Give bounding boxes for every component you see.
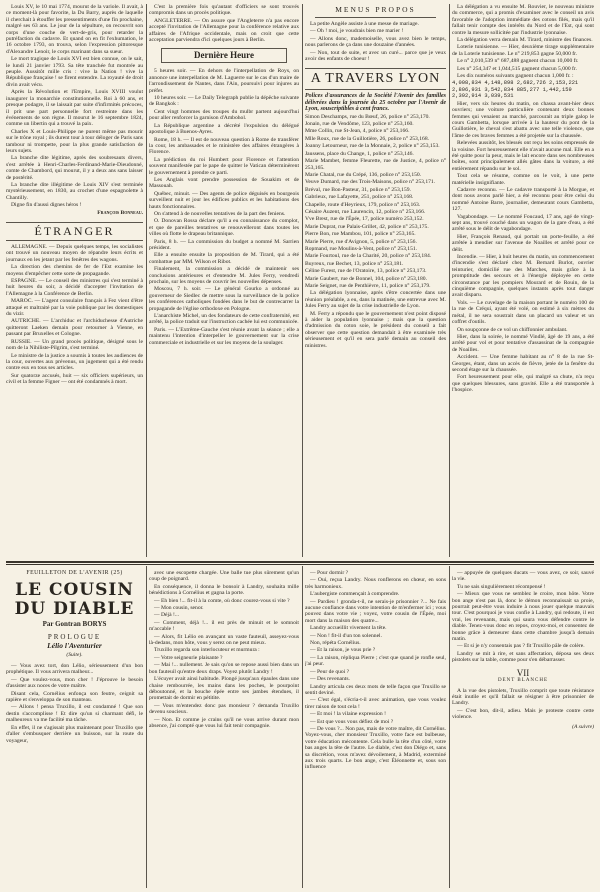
story-paragraph: Landry articula ces deux mots de telle façon que Truxillo se sentit deviné. <box>305 683 446 696</box>
story-paragraph: — Pour dormir ? <box>310 570 349 576</box>
story-paragraph: En conséquence, il donna le bonsoir à Landry, souhaita mille bénédictions à Cornélius et gagna la porte. <box>149 583 299 597</box>
article-paragraph: On soupçonne de ce vol un chiffonnier ambulant. <box>457 326 568 333</box>
story-paragraph: — Oui, reçua Landry. Nous ronflerons en chœur, en sons très harmonieux. <box>305 577 446 590</box>
story-paragraph: — Eh bien !... fit-il à la comte, où donc courez-vous si vite ? <box>154 597 290 604</box>
list-item: Césaire Auzent, rue Laurencin, 12, police n° 253,166. <box>305 208 426 215</box>
continuation-note: (Suite). <box>66 651 83 658</box>
section-heading-a-travers-lyon: A TRAVERS LYON <box>305 68 446 90</box>
story-paragraph: L'aubergiste commençait à comprendre. <box>310 591 400 598</box>
news-item: 5 heures soir. — En dehors de l'interpellation de Roys, on annonce une interpellation de M. Laguerre sur le cas d'un maire de l'arrondissement de Nantes, dans l'Ain, poursuivi pour injures au préfet. <box>149 68 299 94</box>
list-item: Vve Brest, rue de l'Épée, 17, police numéro 253,152. <box>305 216 424 223</box>
news-item: Rome, 18 h. — Il est de nouveau question à Rome de transférer la cour, les ambassades et le ministère des affaires étrangères à Florence. <box>149 136 299 156</box>
article-paragraph: Hier, dans la soirée, le nommé Vindlé, âgé de 19 ans, a été arrêté pour vol et pour tentative d'assassinat de la compagnie de Noailles. <box>452 333 594 353</box>
story-paragraph: — Que voulez-vous, mon cher ! J'éprouve le besoin d'assister aux noces de votre maître. <box>6 676 143 690</box>
article-paragraph: Hier, vers six heures du matin, on chassa avant-hier deux ouvriers; une voiture particulière contenant deux bonnes femmes qui venaient au marché, parcourait au triple galop le cours Gambetta, lorsque arrivée à la hauteur du pont de la Guillotière, le cheval s'est abattu avec une telle violence, que l'âme de ces braves femmes a été projetée sur la chaussée. <box>452 100 594 139</box>
section-heading-etranger: ÉTRANGER <box>6 222 143 241</box>
story-paragraph: L'écuyer avait ainsi habitude. Plongé jusqu'aux épaules dans une chaise rembourrée, les mains dans les poches, le pourpoint déboutonné, et la bouche épée entre ses jambes étendues, il promettait de dormir en pétitite. <box>149 676 299 702</box>
list-item: Pierre Bon, rue Mambou, 101, police n° 253,165. <box>305 231 416 238</box>
article-paragraph: La délégation verra demain M. Tirard, ministre des finances. <box>457 37 593 44</box>
column-rule <box>146 566 147 888</box>
story-paragraph: — Mai !... nullement. Je sais qu'on se repose aussi bien dans un bon fauteuil qu'entre deux draps. Voyez plutôt Landry ! <box>149 662 299 675</box>
news-item: ALLEMAGNE. — Depuis quelques temps, les socialistes ont trouvé un nouveau moyen de répandre leurs écrits et journaux en les jetant par les fenêtres des wagons. <box>6 244 143 263</box>
news-item: AUTRICHE. — L'archiduc et l'archiduchesse d'Autriche quitteront Laeken demain pour retourner à Vienne, en passant par Bruxelles et Cologne. <box>6 318 143 338</box>
news-item: ANGLETERRE. — On assure que l'Angleterre n'a pas encore accepté l'invitation de l'Allemagne pour la conférence relative aux affaires de l'Afrique occidentale, mais on croit que cette acceptation parviendra d'ici quelques jours à Berlin. <box>149 17 299 44</box>
news-item: Québec, minuit. — Des agents de police déguisés en bourgeois surveillent nuit et jour les édifices publics et les habitations des hauts fonctionnaires. <box>149 190 299 210</box>
story-paragraph: — Des revenants. <box>310 676 350 683</box>
feuilleton-column-1 <box>6 570 143 888</box>
list-item: Marie Duprat, rue Palais-Grillet, 42, police n° 253,175. <box>305 223 429 230</box>
column-rule <box>449 4 450 557</box>
insurance-notice: Polices d'assurances de la Société l'Avenir des familles délivrées dans la journée du 25 octobre par l'Avenir de Lyon, souscriptibles à cent francs. <box>305 93 446 113</box>
story-paragraph: — La raison, répliqua Pierre ; c'est que quand je ronfle seul, j'ai peur. <box>305 654 446 668</box>
story-paragraph: — Déjà !... <box>154 612 180 619</box>
article-paragraph: Fort heureusement pour elle, qui malgré sa chute, n'a reçu que quelques blessures, sans gravité. Elle a été transportée à l'hospice. <box>452 374 594 394</box>
feuilleton-header: FEUILLETON DE L'AVENIR (25) <box>26 570 123 576</box>
list-item: Céline Furest, rue de l'Oratoire, 13, police n° 253,173. <box>305 268 427 275</box>
story-paragraph: Disant cela, Cornélius enfonça son feutre, ceignit sa rapière et s'enveloppa de son manteau. <box>6 690 143 704</box>
feuilleton-column-2 <box>149 570 299 888</box>
story-paragraph: — C'est bon, dit-il, adieu. Mais je proteste contre cette violence. <box>452 707 594 721</box>
article-paragraph: Relevées aussitôt, les blessés ont reçu les soins empressés de la voisine. Fort heureusement elle n'avait aucune mal. Elle en a été quitte pour la peur, mais le lait encore dans ses nombreuses boîtes, sont principalement allés gâtes dans la voiture, a été entièrement répandu sur le sol. <box>452 140 594 172</box>
story-paragraph: — Allons ! pensa Truxillo, il est condamné ! Que son destin s'accomplisse ! Et dire qu'un si charmant défi, le malheureux va me facilité ma tâche. <box>6 704 143 724</box>
story-paragraph: Truxillo regarda son interlocuteur et murmura : <box>154 647 260 654</box>
news-item: Moscou, 7 h. soir. — Le général Gourko a ordonné au gouverneur de Siedlec de mettre sous la surveillance de la police les conférences catholiques fondées dans le but de contrecarrer la propagande de l'église orthodoxe en Pologne. <box>149 286 299 312</box>
article-paragraph: Incendie. — Hier, à huit heures du matin, un commencement d'incendie s'est déclaré chez M. Bernard Burlot, ouvrier teinturier, domicilié rue des Marches, mais grâce à la promptitude des secours et à l'énergie déployée en cette circonstance par les pompiers Mourard et de Rouin, de la cinquième compagnie, quelques instants après tout danger avait disparu. <box>452 254 594 299</box>
story-paragraph: — Vous avez tort, don Lélio, sérieusement d'un bon prophétique. Il vous arrivera malheur... <box>6 663 143 676</box>
story-paragraph: avec une escopette chargée. Une balle tue plus sûrement qu'un coup de poignard. <box>149 570 299 583</box>
column-2 <box>149 4 299 557</box>
story-paragraph: — Mieux que vous ne semblez le croire, mon hôte. Votre bon ange n'est pas là, donc le démon reconnaissait sa proie, pourrait peut-être vous induire à nous jouer quelque mauvais tour. C'est pourquoi je vous confie à Landry, qui redoute, il est vrai, les revenants, mais qui saura vous défendre contre le diable. Tenez-vous donc en repos, croyez-moi, et consentez de bonne grâce à demeurer dans cette chambre jusqu'à demain matin. <box>452 591 594 643</box>
policy-list <box>305 114 446 290</box>
article-paragraph: Les n° 254,347 et 1,044,515 gagnent chacun 5,000 fr. <box>457 65 577 72</box>
list-item: Mlle Roux, rue de la Guillotière, 26, police n° 253,168. <box>305 135 430 142</box>
news-item: La prédiction du roi Humbert pour Florence et l'attention souvent manifestée par le pape de quitter le Vatican déterminèrent le gouvernement à prendre ce parti. <box>149 156 299 176</box>
news-item: On s'attend à de nouvelles tentatives de la part des feniens. <box>154 210 286 217</box>
list-item: Veuve Dumard, rue des Trois-Maisons, police n° 253,171. <box>305 179 436 186</box>
news-item: Le ministre de la justice a soumis à toutes les audiences de la cour, ouvertes aux prévenus, un jugement qui a été rendu contre eux en tous ses articles. <box>6 352 143 372</box>
prologue-subtitle: Lélio l'Aventurier <box>47 641 102 651</box>
story-paragraph: Landry accueillit vivement la tête. <box>310 625 387 632</box>
article-paragraph: Tout cela se résume, comme on le voit, à une perte matérielle insignifiante. <box>452 173 594 186</box>
news-item: Sur quatorze accusés, huit — six officiers supérieurs, un civil et la femme Figner — ont été condamnés à mort. <box>6 372 143 386</box>
list-item: Marie Mambet, femme Fleurette, rue de Justice, 4, police n° 253,165. <box>305 158 446 171</box>
list-item: Chapelle, route d'Heyrieux, 179, police n° 253,163. <box>305 201 421 208</box>
news-item: Les Anglais vont prendre possession de Souakim et de Massouah. <box>149 176 299 190</box>
article-paragraph: — Oh ! moi, je voudrais bien me marier ! <box>310 28 404 35</box>
news-item: Paris, 8 h. — La commission du budget a nommé M. Sarrien président. <box>149 238 299 251</box>
news-item: Paris. — L'Extrême-Gauche s'est réunie avant la séance ; elle a maintenu l'intention d'interpeller le gouvernement sur la crise commerciale et industrielle et sur les moyens de la soulager. <box>149 326 299 346</box>
list-item: Mme Collin, rue St-Jean, 4, police n° 253,166. <box>305 128 410 135</box>
news-item: L'anarchiste Michel, un des fondateurs de cette confraternité, est arrêté, la police traduit sur l'instruction cachée lui est communicée. <box>149 313 299 326</box>
column-rule <box>449 566 450 888</box>
list-item: Simon Deschamps, rue du Bœuf, 26, police n° 253,170. <box>305 113 430 120</box>
news-item: 10 heures soir. — Le Daily Telegraph publie la dépêche suivante de Bangkok : <box>149 95 299 108</box>
story-paragraph: — C'est égal, s'écria-t-il avec animation, que vous voulez tirer raison de tout cela ! <box>305 697 446 710</box>
story-paragraph: — Votre seigneurie plaisante ? <box>154 654 223 661</box>
article-paragraph: Le mort tragique de Louis XVI est bien connue, on le sait, le lundi 21 janvier 1793. Sa tête tranchée fut montrée au peuple. Aussitôt mille cris : vive la Nation ! vive la République française ! se firent entendre. La royauté de droit divin avait vécu. <box>6 56 143 88</box>
article-paragraph: Cadavre reconnu. — Le cadavre transporté à la Morgue, et dont nous avons parlé hier, a été reconnu pour être celui du nommé Antoine Barre, journalier, demeurant cours Gambetta, 127. <box>452 186 594 213</box>
story-paragraph: — Alors, fit Lélio en avançant un vaste fauteuil, asseyez-vous là-dedans, mon hôte, vous y serez on ne peut mieux. <box>149 633 299 647</box>
article-paragraph: La délégation lyonnaise, après s'être concertée dans une réunion préalable, a eu, dans la matinée, une entrevue avec M. Jules Ferry au sujet de la crise industrielle de Lyon. <box>305 290 446 310</box>
list-item: Bréval, rue Bon-Pasteur, 31, police n° 253,159. <box>305 186 411 193</box>
news-item: Elle a ensuite ensuite la proposition de M. Tirard, qui a été combattue par MM. Wilson et Ribot. <box>149 252 299 265</box>
article-paragraph: Vols. — Le cuvelage de la maison portant le numéro 100 de la rue de Créqui, ayant été volé, on estimé à six mètres du métal, il ne sera soustrait dans un placard un valeur et un coffret d'outils. <box>452 299 594 326</box>
news-item: La République argentine a décrété l'expulsion du délégué apostolique à Buenos-Ayres. <box>149 122 299 136</box>
feuilleton-title: LE COUSIN DU DIABLE <box>14 580 135 620</box>
story-paragraph: Non, répéta Cornélius. <box>310 640 361 647</box>
article-paragraph: — Allons donc, mademoiselle, vous avez bien le temps, nous parlerons de ça dans une douzaine d'années. <box>305 35 446 49</box>
feuilleton-separator <box>6 561 594 563</box>
lottery-numbers: 4,008,834 4,148,898 2,682,726 2,153,221 2,806,931 3,542,834 885,277 1,442,159 2,392,914 3,039,531 <box>452 80 579 100</box>
article-paragraph: Louis XV, le 10 mai 1774, mourut de la variole. Il avait, à ce moment-là pour favorite, la Du Barry, auprès de laquelle il cherchait à étouffer les pressentiments d'une fin prochaine, malgré ses 63 ans. Le jour de la sépulture, on recouvrit son corps d'une couche de vert-de-gris, pour retarder la putréfaction du cadavre. Et quand on en fit l'exhumation, le 16 octobre 1793, on trouva, selon l'expression pittoresque d'Alexandre Lenoir, le corps marinant dans sa sueur. <box>6 4 143 55</box>
news-item: O. Donovan Rossa déclare qu'il a eu connaissance du complot, et que de pareilles tentatives se renouvelleront dans toutes les villes où flotte le drapeau britannique. <box>149 218 299 238</box>
to-be-continued: (A suivre) <box>572 723 594 730</box>
list-item: Marie Chatal, rue du Crépé, 136, police n° 253,150. <box>305 171 422 178</box>
article-paragraph: Loterie tunisienne. — Hier, deuxième tirage supplémentaire de la Loterie tunisienne. Le n° 219,853 gagne 50,000 fr. <box>452 44 594 57</box>
news-item: ESPAGNE. — Le conseil des ministres qui s'est terminé à huit heures du soir, a décidé d'accepter l'invitation de l'Allemagne à la Conférence de Berlin. <box>6 278 143 297</box>
story-paragraph: — Et si je n'y consentais pas ? fit Truxillo pâle de colère. <box>457 643 585 650</box>
list-item: Marie Gaubert, rue de Bonnel, 104, police n° 253,180. <box>305 275 428 282</box>
list-item: Ropmand, rue Moulins-à-Vent, police n° 253,151. <box>305 245 418 252</box>
story-paragraph: A la vue des pistolets, Truxillo comprit que toute résistance était inutile et qu'il fallait se résigner à être prisonnier de Landry. <box>452 687 594 707</box>
article-paragraph: — Non, tout de suite, et avec un curé... parce que je veux avoir des enfants de choeur ! <box>305 49 446 63</box>
list-item: Gabrieux, rue Lafayette, 251, police n° 253,168. <box>305 194 414 201</box>
chapter-title: DENT BLANCHE <box>497 678 549 684</box>
news-item: C'est la première fois qu'autant d'officiers se sont trouvés compromis dans un procès politique. <box>149 4 299 17</box>
column-3 <box>305 4 446 557</box>
list-item: Marie Fourtoul, rue de la Charité, 20, police n° 253,184. <box>305 253 432 260</box>
article-paragraph: La branche dite illégitime de Louis XIV s'est terminée mystérieusement, en 1830, au crochet d'une espagnolette à Chantilly. <box>6 181 143 201</box>
section-heading-derniere-heure: Dernière Heure <box>161 48 287 63</box>
story-paragraph: En effet, il ne s'agissait plus maintenant pour Truxillo que d'aller s'embusquer derrière un buisson, sur la route du voyageur, <box>6 724 143 744</box>
news-item: Cent vingt hommes des troupes du mulbr partent aujourd'hui pour aller renforcer la garnison d'Ambohol. <box>149 108 299 122</box>
article-paragraph: Le n° 2,010,539 n° 687,488 gagnent chacun 10,000 fr. <box>457 58 579 65</box>
column-4 <box>452 4 594 557</box>
article-paragraph: La petite Angèle assiste à une messe de mariage. <box>310 21 419 27</box>
author-signature: François Bonneau. <box>97 209 143 216</box>
article-paragraph: Hier, François Renaud, qui portait un porte-feuille, a été arrêtée à mendier sur l'avenue de Noailles et arrêté pour ce délit. <box>452 233 594 253</box>
feuilleton-column-3 <box>305 570 446 888</box>
story-paragraph: — Comment, déjà !... il est près de minuit et le somnoit m'accable ! <box>149 619 299 633</box>
story-paragraph: — Pardieu ! gronda-t-il, ne serais-je prisonnier ?... Ne fais aucune confiance dans votre intention de m'enfermer ici ; vous pouvez dans votre vie ; voyez, votre cousin de l'Épée, moi mort dans la maison des quatre... <box>305 598 446 624</box>
article-paragraph: La délégation a vu ensuite M. Rouvier, le nouveau ministre du commerce, qui a promis d'examiner avec le conseil un avis favorable de l'adoption immédiate des cotons filés, mais qu'il fallait tenir compte des intérêts du Nord et de l'Est, qui sont contre la mesure sollicitée par l'industrie lyonnaise. <box>452 4 594 36</box>
news-item: MAROC. — L'agent consulaire français à Fez vient d'être attaqué et maltraité par la voie publique par les domestiques du vizir. <box>6 298 143 318</box>
list-item: Jonain, rue de Vendôme, 123, police n° 253,160. <box>305 121 414 128</box>
news-item: La direction des chemins de fer de l'Est examine les moyens d'empêcher cette sorte de propagande. <box>6 264 143 277</box>
article-paragraph: Charles X et Louis-Philippe ne purent même pas mourir sur le trône royal ; ils durent tour à tour déloger de Paris sans tambour ni trompette, pour la plus grande satisfaction de leurs sujets. <box>6 128 143 154</box>
feuilleton-separator <box>6 564 594 565</box>
chapter-number: VII <box>516 667 530 678</box>
list-item: Buyreux, rue Bechet, 13, police n° 253,181. <box>305 260 404 267</box>
story-paragraph: — Non. Et comme je crains qu'il ne vous arrive durant mon absence, j'ai compté que vous lui fait tenir compagnie. <box>149 716 299 729</box>
story-paragraph: — Est que vous vous défiez de moi ? <box>310 718 394 725</box>
story-paragraph: — Mon cousin, senor. <box>154 605 204 612</box>
list-item: Marie Pierre, rue d'Avignon, 5, police n° 253,156. <box>305 238 417 245</box>
story-paragraph: Landry se mit à rire, et sans affectation, déposa ses deux pistolets sur la table, comme pour s'en débarrasser. <box>452 650 594 664</box>
story-paragraph: Tu ne sais singulièrement récompensé ! <box>457 583 546 590</box>
story-paragraph: — Non ! fit-il d'un ton solennel. <box>310 632 383 639</box>
news-item: Finalement, la commission a décidé de maintenir ses conclusions antérieures et d'entendre M. Jules Ferry, vendredi prochain, sur les moyens de couvrir les nouvelles dépenses. <box>149 266 299 286</box>
story-paragraph: — appuyée de quelques ducats — vous avez, ce soir, sauvé la vie. <box>452 570 594 583</box>
list-item: Jaussens, place du Change, 1, police n° 253,146. <box>305 150 414 157</box>
article-paragraph: Les dix numéros suivants gagnent chacun 1,000 fr. : <box>457 73 574 80</box>
story-paragraph: — Et la raison, je vous prie ? <box>310 647 376 654</box>
article-paragraph: Accident. — Une femme habitant au n° 8 de la rue St-Georges, étant, dans un accès de fièvre, jetée de la fenêtre du second étage sur la chaussée. <box>452 354 594 373</box>
story-paragraph: — Vous m'entendez donc pas monsieur ? demanda Truxillo devenu soucieux. <box>149 702 299 716</box>
article-paragraph: M. Ferry a répondu que le gouvernement n'est point disposé à aider la population lyonnaise ; mais que la question d'admission du coton soie, le président du conseil a fait observer que cette question demandait à être examinée très sérieusement et qu'il en sera parlé demain au conseil des ministres. <box>305 310 446 349</box>
story-paragraph: — Peur de quoi ? <box>310 668 350 675</box>
story-paragraph: — De vous ?... Non pas, mais de votre maître, dit Cornélius. Voyez-vous, cher monsieur Truxillo, votre face est bulbeuse, votre éducation mécontente. Cela bulle la tête d'un côté, votre bas anges la tête de l'autre. Le diable, c'est don Diégo et, sans sa discrétion, vous m'avez dévoilement, à Madrid, exterminé aux trois quarts. Le bon ange, c'est Éléonnette et, sous son influence <box>305 725 446 771</box>
column-rule <box>146 4 147 557</box>
column-1 <box>6 4 143 557</box>
list-item: Joanny Letourneur, rue de la Monnaie, 2, police n° 253,153. <box>305 143 440 150</box>
article-paragraph: Digne fin d'aussi dignes héros ! <box>11 202 82 209</box>
section-heading-menus-propos: MENUS PROPOS <box>335 5 416 14</box>
article-paragraph: La branche dite légitime, après des soubresauts divers, s'est arrêtée à Henri-Charles-Ferdinand-Marie-Dieudonné, comte de Chambord, qui mourut, il y a deux ans sans laisser de postérité. <box>6 155 143 181</box>
column-rule <box>302 566 303 888</box>
news-item: RUSSIE. — Un grand procès politique, désigné sous le nom de la Nihiliste-Pilgrim, s'est terminé. <box>6 338 143 352</box>
list-item: Marie Seignet, rue de Penthièvre, 11, police n° 253,179. <box>305 283 431 289</box>
prologue-heading: PROLOGUE <box>47 632 102 641</box>
column-rule <box>302 4 303 557</box>
feuilleton-author: Par Gontran BORYS <box>42 620 107 629</box>
article-paragraph: Après la Révolution et l'Empire, Louis XVIII voulut inaugurer la monarchie constitutionnelle. Roi à 60 ans, et presque podagre, il se laissait par suite d'infirmités précoces, il prit une part personnelle fort restreinte dans les événements de son règne. Il mourut le 16 septembre 1824, comme un libertin qui a trouvé la paix. <box>6 89 143 128</box>
feuilleton-column-4 <box>452 570 594 888</box>
divider <box>315 17 436 18</box>
story-paragraph: — Et moi ! la vilaine expression ! <box>310 711 386 718</box>
article-paragraph: Vagabondage. — Le nommé Foucaud, 17 ans, agé de vingt-sept ans, trouvé couché dans un wagon de la gare d'eau, a été arrêté sous le délit de vagabondage. <box>452 213 594 233</box>
